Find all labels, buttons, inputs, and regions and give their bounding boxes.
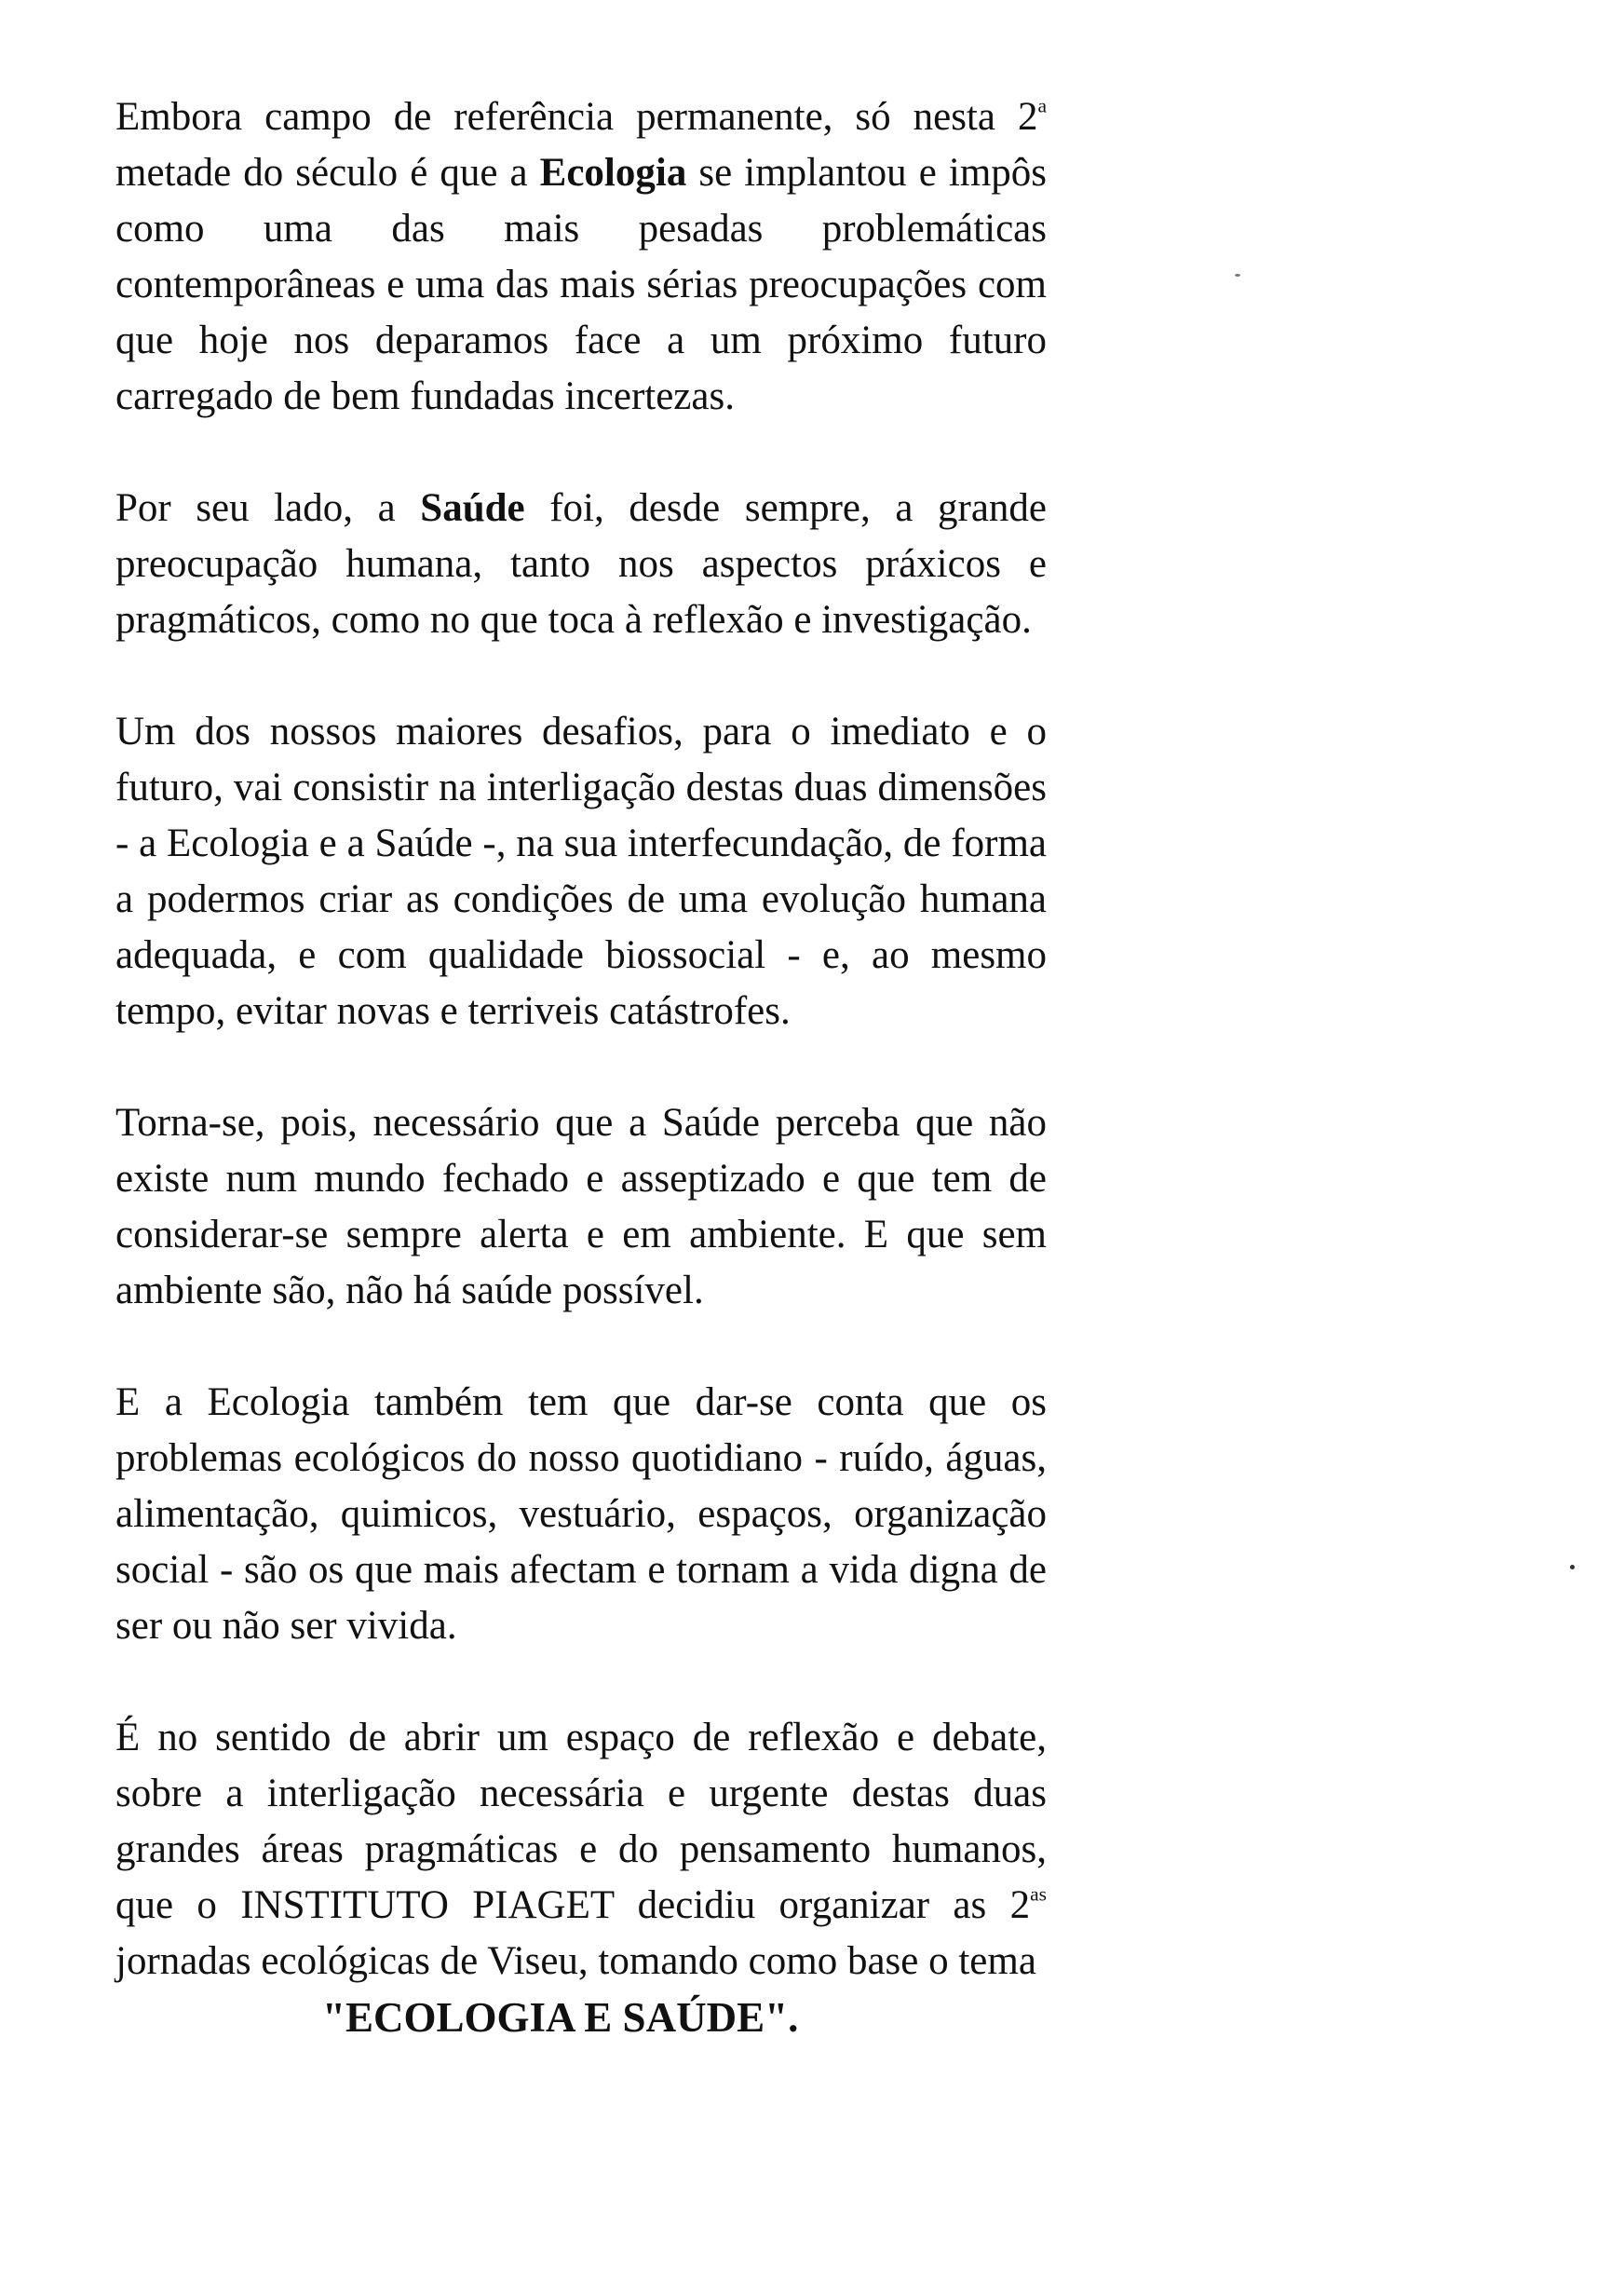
text-run: metade do século é que a bbox=[115, 151, 540, 195]
paragraph-p6 bbox=[115, 1710, 1047, 1989]
paragraph-p4 bbox=[115, 1095, 1047, 1319]
ordinal-superscript: a bbox=[1037, 94, 1047, 117]
document-page bbox=[115, 89, 1047, 2045]
text-run: foi, desde sempre, a grande preocupação humana, tanto nos aspectos práxicos e pragmáticos, como no que toca à reflexão e investigação. bbox=[115, 486, 1048, 642]
body-text bbox=[115, 89, 1047, 1989]
bold-term: Ecologia bbox=[539, 151, 687, 195]
text-run: Um dos nossos maiores desafios, para o imediato e o futuro, vai consistir na interligação destas duas dimensões - a Ecologia e a Saúde -, na sua interfecundação, de forma a podermos criar as condições de uma evolução humana adequada, e com qualidade biossocial - e, ao mesmo tempo, evitar novas e terriveis catástrofes. bbox=[115, 710, 1047, 1033]
ordinal-superscript: as bbox=[1030, 1882, 1047, 1906]
text-run: É no sentido de abrir um espaço de reflexão e debate, sobre a interligação necessária e urgente destas duas grandes áreas pragmáticas e do pensamento humanos, que o INSTITUTO PIAGET decidiu organizar as 2 bbox=[115, 1716, 1047, 1927]
text-run: Torna-se, pois, necessário que a Saúde perceba que não existe num mundo fechado e asseptizado e que tem de considerar-se sempre alerta e em ambiente. E que sem ambiente são, não há saúde possível. bbox=[115, 1101, 1047, 1312]
text-run: E a Ecologia também tem que dar-se conta que os problemas ecológicos do nosso quotidiano - ruído, águas, alimentação, quimicos, vestuário, espaços, organização social - são os que mais afectam e tornam a vida digna de ser ou não ser vivida. bbox=[115, 1380, 1047, 1648]
paragraph-p1 bbox=[115, 89, 1047, 425]
paragraph-p3 bbox=[115, 704, 1047, 1039]
paragraph-p2 bbox=[115, 481, 1047, 648]
text-run: Embora campo de referência permanente, só nesta 2 bbox=[115, 95, 1038, 139]
text-run: jornadas ecológicas de Viseu, tomando como base o tema bbox=[115, 1939, 1036, 1983]
scan-speck bbox=[1570, 1565, 1575, 1569]
theme-title: "ECOLOGIA E SAÚDE". bbox=[322, 1994, 799, 2041]
text-run: se implantou e impôs como uma das mais pesadas problemáticas contemporâneas e uma das mais sérias preocupações com que hoje nos deparamos face a um próximo futuro carregado de bem fundadas incertezas. bbox=[115, 151, 1047, 418]
scan-speck bbox=[1235, 274, 1240, 277]
bold-term: Saúde bbox=[420, 486, 525, 530]
text-run: Por seu lado, a bbox=[115, 486, 421, 530]
paragraph-p5 bbox=[115, 1375, 1047, 1654]
